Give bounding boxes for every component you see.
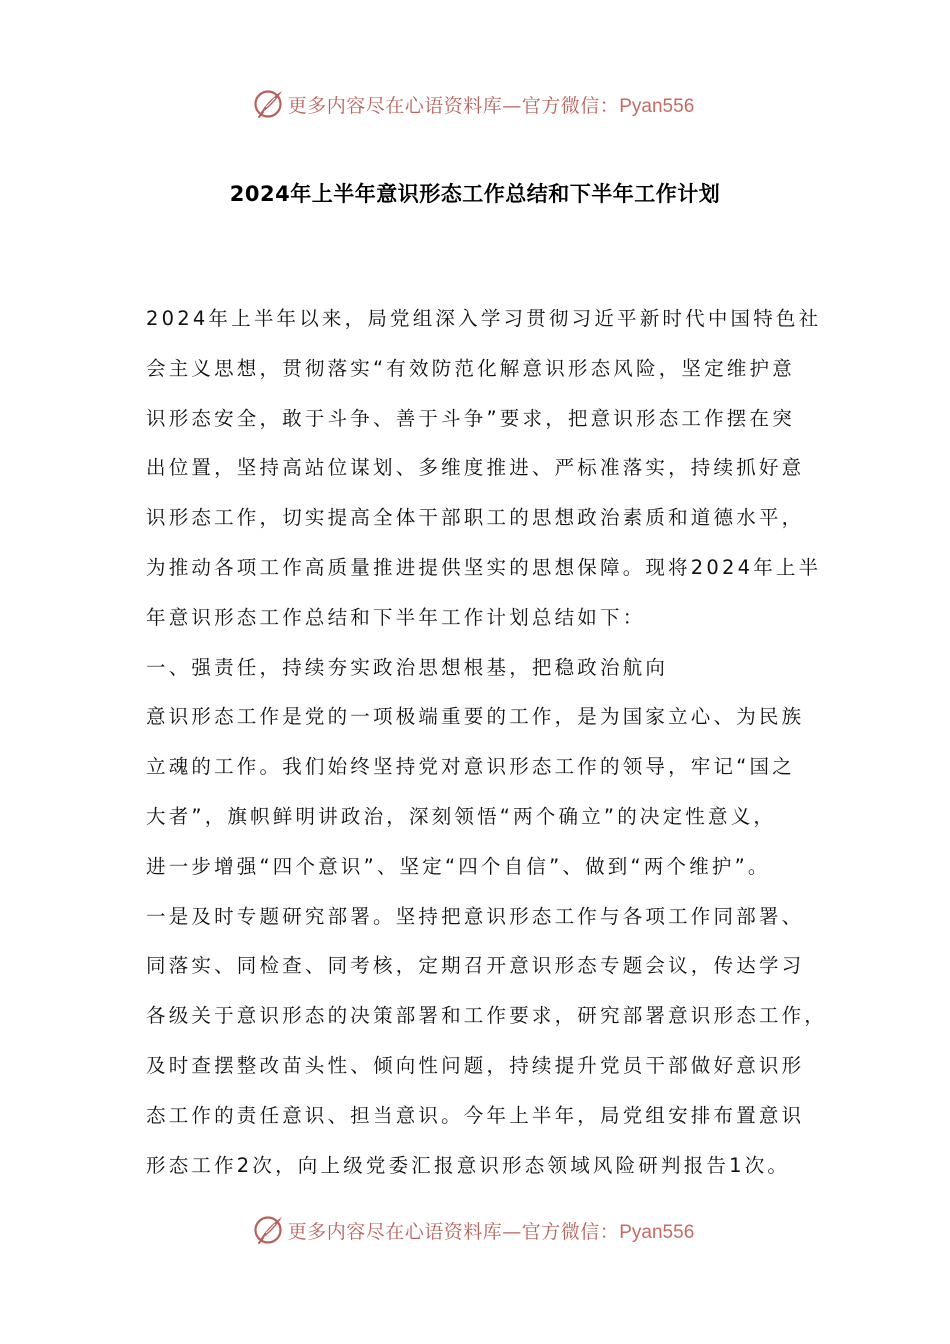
text-line: 意识形态工作是党的一项极端重要的工作，是为国家立心、为民族 (146, 705, 805, 729)
text-line: 各级关于意识形态的决策部署和工作要求，研究部署意识形态工作， (146, 1004, 828, 1028)
footer-banner (0, 1210, 950, 1250)
text-line: 一是及时专题研究部署。坚持把意识形态工作与各项工作同部署、 (146, 904, 805, 928)
text-line: 2024年上半年以来，局党组深入学习贯彻习近平新时代中国特色社 (146, 307, 822, 330)
document-title: 2024年上半年意识形态工作总结和下半年工作计划 (229, 182, 721, 206)
text-line: 形态工作2次，向上级党委汇报意识形态领域风险研判报告1次。 (146, 1153, 791, 1177)
text-line: 一、强责任，持续夯实政治思想根基，把稳政治航向 (146, 655, 669, 679)
text-line: 出位置，坚持高站位谋划、多维度推进、严标准落实，持续抓好意 (146, 456, 805, 480)
banner-text (288, 91, 695, 118)
header-banner (0, 84, 950, 124)
text-line: 立魂的工作。我们始终坚持党对意识形态工作的领导，牢记“国之 (146, 755, 795, 779)
banner-content (252, 1213, 695, 1247)
banner-slogan: 更多内容尽在心语资料库—官方微信： (287, 1220, 620, 1243)
banner-slogan: 更多内容尽在心语资料库—官方微信： (287, 94, 620, 117)
text-line: 及时查摆整改苗头性、倾向性问题，持续提升党员干部做好意识形 (146, 1053, 805, 1077)
document-body (146, 294, 826, 1190)
text-line: 会主义思想，贯彻落实“有效防范化解意识形态风险，坚定维护意 (146, 356, 795, 380)
banner-content (252, 87, 695, 121)
quill-pen-logo-icon (252, 87, 286, 121)
banner-wechat-id: Pyan556 (619, 95, 695, 117)
text-line: 大者”，旗帜鲜明讲政治，深刻领悟“两个确立”的决定性意义， (146, 804, 777, 828)
text-line: 为推动各项工作高质量推进提供坚实的思想保障。现将2024年上半 (146, 555, 822, 579)
text-line: 同落实、同检查、同考核，定期召开意识形态专题会议，传达学习 (146, 954, 805, 978)
text-line: 态工作的责任意识、担当意识。今年上半年，局党组安排布置意识 (146, 1103, 805, 1127)
banner-text (288, 1217, 695, 1244)
banner-wechat-id: Pyan556 (619, 1221, 695, 1243)
text-line: 识形态工作，切实提高全体干部职工的思想政治素质和道德水平， (146, 506, 805, 530)
text-line: 识形态安全，敢于斗争、善于斗争”要求，把意识形态工作摆在突 (146, 406, 795, 430)
quill-pen-logo-icon (252, 1213, 286, 1247)
text-line: 年意识形态工作总结和下半年工作计划总结如下： (146, 605, 646, 629)
text-line: 进一步增强“四个意识”、坚定“四个自信”、做到“两个维护”。 (146, 854, 771, 878)
